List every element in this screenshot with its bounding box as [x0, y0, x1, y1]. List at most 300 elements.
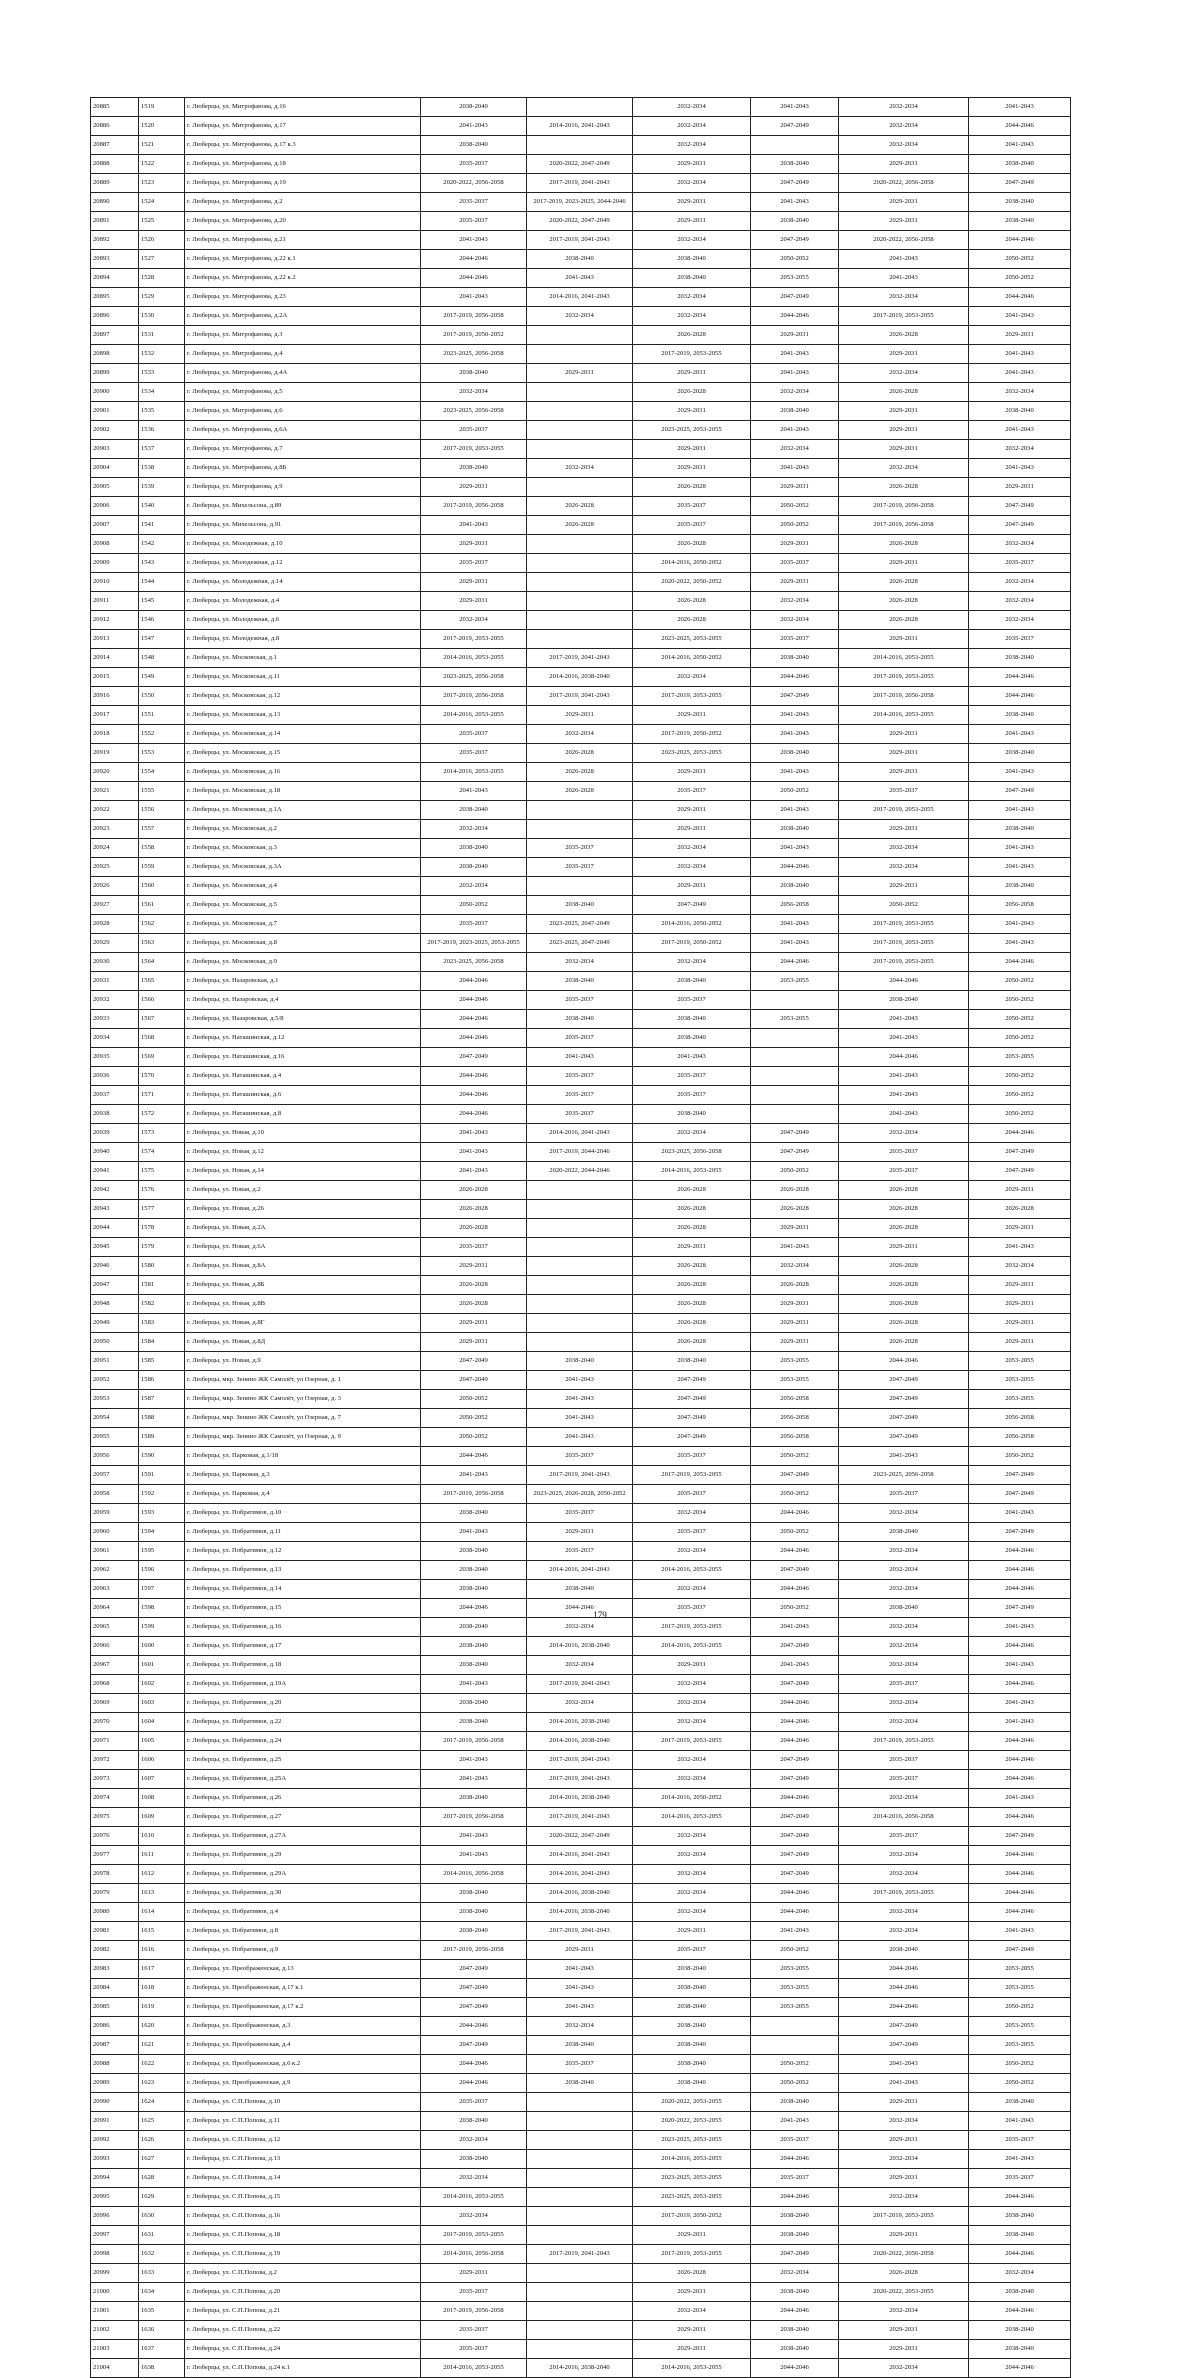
cell-period-e: 2038-2040 — [839, 991, 969, 1010]
cell-period-e: 2032-2034 — [839, 1656, 969, 1675]
cell-period-e: 2029-2031 — [839, 193, 969, 212]
cell-period-c: 2038-2040 — [633, 1010, 751, 1029]
cell-period-a: 2050-2052 — [421, 1409, 527, 1428]
cell-period-e: 2029-2031 — [839, 345, 969, 364]
cell-row-id: 20938 — [91, 1105, 139, 1124]
cell-period-f: 2056-2058 — [969, 1409, 1071, 1428]
cell-address: г. Люберцы, ул. Московская, д.3 — [185, 839, 421, 858]
cell-address: г. Люберцы, ул. Молодежная, д.4 — [185, 592, 421, 611]
cell-period-e: 2029-2031 — [839, 440, 969, 459]
cell-period-c: 2023-2025, 2053-2055 — [633, 421, 751, 440]
table-row — [91, 1029, 1071, 1048]
cell-period-d: 2053-2055 — [751, 269, 839, 288]
cell-row-id: 20945 — [91, 1238, 139, 1257]
cell-row-id: 20911 — [91, 592, 139, 611]
cell-period-e: 2029-2031 — [839, 763, 969, 782]
cell-period-e: 2041-2043 — [839, 2055, 969, 2074]
cell-period-f: 2044-2046 — [969, 231, 1071, 250]
cell-period-d: 2041-2043 — [751, 1618, 839, 1637]
cell-period-f: 2047-2049 — [969, 1941, 1071, 1960]
table-row — [91, 1694, 1071, 1713]
cell-building-id: 1613 — [139, 1884, 185, 1903]
cell-period-d: 2044-2046 — [751, 1903, 839, 1922]
cell-period-e: 2032-2034 — [839, 2112, 969, 2131]
cell-row-id: 21000 — [91, 2283, 139, 2302]
cell-period-c: 2032-2034 — [633, 2302, 751, 2321]
cell-building-id: 1531 — [139, 326, 185, 345]
cell-period-b: 2038-2040 — [527, 896, 633, 915]
cell-period-b — [527, 1295, 633, 1314]
cell-row-id: 20922 — [91, 801, 139, 820]
cell-period-f: 2035-2037 — [969, 630, 1071, 649]
table-row — [91, 307, 1071, 326]
cell-period-e: 2017-2019, 2056-2058 — [839, 497, 969, 516]
table-row — [91, 991, 1071, 1010]
cell-period-a: 2023-2025, 2056-2058 — [421, 953, 527, 972]
table-row — [91, 1314, 1071, 1333]
cell-building-id: 1621 — [139, 2036, 185, 2055]
cell-row-id: 20940 — [91, 1143, 139, 1162]
cell-row-id: 20998 — [91, 2245, 139, 2264]
cell-address: г. Люберцы, ул. Митрофанова, д.6А — [185, 421, 421, 440]
cell-period-f: 2041-2043 — [969, 421, 1071, 440]
cell-building-id: 1605 — [139, 1732, 185, 1751]
cell-building-id: 1576 — [139, 1181, 185, 1200]
cell-period-f: 2044-2046 — [969, 953, 1071, 972]
cell-period-b — [527, 345, 633, 364]
cell-period-d: 2029-2031 — [751, 573, 839, 592]
cell-period-f: 2041-2043 — [969, 858, 1071, 877]
cell-period-b: 2032-2034 — [527, 1618, 633, 1637]
cell-period-d: 2041-2043 — [751, 915, 839, 934]
cell-row-id: 20941 — [91, 1162, 139, 1181]
cell-period-d: 2038-2040 — [751, 2340, 839, 2359]
cell-period-a: 2017-2019, 2056-2058 — [421, 1485, 527, 1504]
cell-building-id: 1611 — [139, 1846, 185, 1865]
cell-period-c: 2032-2034 — [633, 1751, 751, 1770]
cell-period-b: 2038-2040 — [527, 1010, 633, 1029]
cell-period-b — [527, 1181, 633, 1200]
cell-address: г. Люберцы, ул. Митрофанова, д.4 — [185, 345, 421, 364]
cell-row-id: 20914 — [91, 649, 139, 668]
cell-period-c: 2032-2034 — [633, 174, 751, 193]
cell-row-id: 20896 — [91, 307, 139, 326]
cell-address: г. Люберцы, ул. Митрофанова, д.9 — [185, 478, 421, 497]
cell-period-f: 2041-2043 — [969, 1694, 1071, 1713]
cell-period-a: 2017-2019, 2056-2058 — [421, 307, 527, 326]
table-row — [91, 2074, 1071, 2093]
cell-row-id: 20984 — [91, 1979, 139, 1998]
table-row — [91, 345, 1071, 364]
cell-period-c: 2020-2022, 2053-2055 — [633, 2112, 751, 2131]
table-row — [91, 535, 1071, 554]
cell-building-id: 1630 — [139, 2207, 185, 2226]
cell-period-e: 2038-2040 — [839, 1941, 969, 1960]
cell-period-d — [751, 2036, 839, 2055]
table-row — [91, 1922, 1071, 1941]
cell-address: г. Люберцы, ул. С.П.Попова, д.19 — [185, 2245, 421, 2264]
table-row — [91, 1352, 1071, 1371]
cell-address: г. Люберцы, ул. Митрофанова, д.7 — [185, 440, 421, 459]
cell-period-b — [527, 2207, 633, 2226]
cell-period-f: 2038-2040 — [969, 212, 1071, 231]
cell-row-id: 20916 — [91, 687, 139, 706]
cell-period-e: 2026-2028 — [839, 478, 969, 497]
cell-period-d: 2038-2040 — [751, 402, 839, 421]
cell-period-d: 2038-2040 — [751, 155, 839, 174]
cell-period-f: 2050-2052 — [969, 2074, 1071, 2093]
cell-period-d: 2026-2028 — [751, 1276, 839, 1295]
cell-period-c: 2032-2034 — [633, 1770, 751, 1789]
cell-row-id: 20910 — [91, 573, 139, 592]
cell-row-id: 20963 — [91, 1580, 139, 1599]
cell-address: г. Люберцы, ул. Побратимов, д.27А — [185, 1827, 421, 1846]
cell-period-c: 2038-2040 — [633, 1960, 751, 1979]
cell-period-c: 2023-2025, 2053-2055 — [633, 2188, 751, 2207]
cell-period-c: 2038-2040 — [633, 2036, 751, 2055]
cell-row-id: 20895 — [91, 288, 139, 307]
cell-period-d: 2041-2043 — [751, 345, 839, 364]
cell-period-e: 2029-2031 — [839, 421, 969, 440]
cell-row-id: 20985 — [91, 1998, 139, 2017]
cell-period-d: 2038-2040 — [751, 820, 839, 839]
cell-building-id: 1633 — [139, 2264, 185, 2283]
cell-period-a: 2023-2025, 2056-2058 — [421, 402, 527, 421]
cell-building-id: 1587 — [139, 1390, 185, 1409]
table-row — [91, 1124, 1071, 1143]
cell-period-e: 2038-2040 — [839, 1523, 969, 1542]
cell-period-f: 2050-2052 — [969, 1086, 1071, 1105]
cell-period-d: 2050-2052 — [751, 782, 839, 801]
cell-address: г. Люберцы, ул. Парковая, д.3 — [185, 1466, 421, 1485]
cell-period-e: 2029-2031 — [839, 554, 969, 573]
cell-period-f: 2044-2046 — [969, 2188, 1071, 2207]
cell-period-d: 2041-2043 — [751, 1238, 839, 1257]
cell-period-c: 2029-2031 — [633, 877, 751, 896]
table-row — [91, 2150, 1071, 2169]
cell-period-c: 2032-2034 — [633, 1903, 751, 1922]
cell-address: г. Люберцы, ул. С.П.Попова, д.14 — [185, 2169, 421, 2188]
cell-building-id: 1615 — [139, 1922, 185, 1941]
cell-address: г. Люберцы, ул. Московская, д.8 — [185, 934, 421, 953]
cell-row-id: 20936 — [91, 1067, 139, 1086]
cell-address: г. Люберцы, ул. Побратимов, д.16 — [185, 1618, 421, 1637]
cell-period-f: 2026-2028 — [969, 1200, 1071, 1219]
cell-building-id: 1558 — [139, 839, 185, 858]
cell-period-c: 2023-2025, 2053-2055 — [633, 2131, 751, 2150]
cell-row-id: 20924 — [91, 839, 139, 858]
cell-period-a: 2041-2043 — [421, 1162, 527, 1181]
cell-period-d: 2041-2043 — [751, 364, 839, 383]
cell-period-a: 2041-2043 — [421, 1143, 527, 1162]
cell-period-d: 2044-2046 — [751, 1732, 839, 1751]
cell-period-b: 2035-2037 — [527, 991, 633, 1010]
cell-period-a: 2014-2016, 2053-2055 — [421, 649, 527, 668]
cell-period-c: 2047-2049 — [633, 1390, 751, 1409]
cell-period-f: 2038-2040 — [969, 2207, 1071, 2226]
cell-period-b: 2017-2019, 2041-2043 — [527, 1808, 633, 1827]
cell-period-d: 2047-2049 — [751, 288, 839, 307]
cell-period-a: 2041-2043 — [421, 1751, 527, 1770]
cell-period-a: 2050-2052 — [421, 1428, 527, 1447]
cell-period-a: 2047-2049 — [421, 2036, 527, 2055]
cell-period-f: 2029-2031 — [969, 1181, 1071, 1200]
cell-period-e: 2029-2031 — [839, 212, 969, 231]
cell-period-f: 2041-2043 — [969, 1713, 1071, 1732]
cell-period-f: 2044-2046 — [969, 1124, 1071, 1143]
table-row — [91, 193, 1071, 212]
cell-building-id: 1535 — [139, 402, 185, 421]
cell-period-b — [527, 1238, 633, 1257]
cell-building-id: 1614 — [139, 1903, 185, 1922]
cell-period-f: 2041-2043 — [969, 1238, 1071, 1257]
cell-period-e: 2029-2031 — [839, 744, 969, 763]
cell-period-c: 2029-2031 — [633, 459, 751, 478]
cell-period-f: 2038-2040 — [969, 706, 1071, 725]
cell-period-a: 2020-2022, 2056-2058 — [421, 174, 527, 193]
cell-period-b — [527, 2226, 633, 2245]
cell-period-d: 2026-2028 — [751, 1200, 839, 1219]
cell-building-id: 1547 — [139, 630, 185, 649]
cell-address: г. Люберцы, ул. С.П.Попова, д.21 — [185, 2302, 421, 2321]
cell-period-b: 2014-2016, 2041-2043 — [527, 117, 633, 136]
cell-period-b — [527, 2302, 633, 2321]
cell-period-c: 2014-2016, 2050-2052 — [633, 649, 751, 668]
cell-period-f: 2044-2046 — [969, 2245, 1071, 2264]
cell-period-e: 2026-2028 — [839, 1219, 969, 1238]
cell-row-id: 20905 — [91, 478, 139, 497]
table-row — [91, 1960, 1071, 1979]
cell-building-id: 1559 — [139, 858, 185, 877]
cell-row-id: 20906 — [91, 497, 139, 516]
cell-address: г. Люберцы, ул. Московская, д.18 — [185, 782, 421, 801]
cell-period-b — [527, 630, 633, 649]
cell-row-id: 20909 — [91, 554, 139, 573]
cell-period-c: 2020-2022, 2050-2052 — [633, 573, 751, 592]
cell-row-id: 21002 — [91, 2321, 139, 2340]
cell-period-b: 2017-2019, 2041-2043 — [527, 687, 633, 706]
cell-period-e: 2029-2031 — [839, 2169, 969, 2188]
cell-row-id: 20955 — [91, 1428, 139, 1447]
cell-period-b: 2026-2028 — [527, 782, 633, 801]
table-row — [91, 953, 1071, 972]
cell-period-e: 2032-2034 — [839, 1637, 969, 1656]
table-row — [91, 1428, 1071, 1447]
cell-address: г. Люберцы, ул. Преображенская, д.17 к.1 — [185, 1979, 421, 1998]
cell-row-id: 20971 — [91, 1732, 139, 1751]
cell-period-e: 2020-2022, 2056-2058 — [839, 174, 969, 193]
cell-period-f: 2044-2046 — [969, 668, 1071, 687]
cell-period-b — [527, 326, 633, 345]
cell-period-c: 2029-2031 — [633, 440, 751, 459]
cell-row-id: 20980 — [91, 1903, 139, 1922]
cell-period-d: 2044-2046 — [751, 1504, 839, 1523]
cell-period-b: 2014-2016, 2041-2043 — [527, 288, 633, 307]
cell-building-id: 1607 — [139, 1770, 185, 1789]
cell-period-e: 2032-2034 — [839, 1504, 969, 1523]
cell-period-e: 2035-2037 — [839, 1162, 969, 1181]
cell-period-b — [527, 98, 633, 117]
cell-building-id: 1618 — [139, 1979, 185, 1998]
cell-address: г. Люберцы, ул. Побратимов, д.12 — [185, 1542, 421, 1561]
cell-building-id: 1567 — [139, 1010, 185, 1029]
cell-period-a: 2035-2037 — [421, 915, 527, 934]
cell-period-b: 2041-2043 — [527, 1998, 633, 2017]
cell-address: г. Люберцы, ул. Парковая, д.4 — [185, 1485, 421, 1504]
cell-period-e: 2014-2016, 2056-2058 — [839, 1808, 969, 1827]
cell-address: г. Люберцы, ул. Митрофанова, д.17 — [185, 117, 421, 136]
cell-period-e: 2035-2037 — [839, 1485, 969, 1504]
table-row — [91, 1732, 1071, 1751]
cell-period-a: 2026-2028 — [421, 1219, 527, 1238]
cell-period-f: 2029-2031 — [969, 1333, 1071, 1352]
cell-period-f: 2047-2049 — [969, 782, 1071, 801]
cell-period-f: 2041-2043 — [969, 345, 1071, 364]
cell-period-d — [751, 1029, 839, 1048]
cell-address: г. Люберцы, мкр. Зенино ЖК Самолёт, ул Озерная, д. 3 — [185, 1390, 421, 1409]
cell-address: г. Люберцы, мкр. Зенино ЖК Самолёт, ул Озерная, д. 9 — [185, 1428, 421, 1447]
cell-period-b: 2032-2034 — [527, 307, 633, 326]
cell-row-id: 20993 — [91, 2150, 139, 2169]
cell-period-c: 2032-2034 — [633, 1827, 751, 1846]
cell-period-c: 2032-2034 — [633, 288, 751, 307]
cell-address: г. Люберцы, ул. Митрофанова, д.18 — [185, 155, 421, 174]
cell-period-d: 2047-2049 — [751, 1466, 839, 1485]
cell-period-e: 2029-2031 — [839, 155, 969, 174]
cell-period-f: 2044-2046 — [969, 1808, 1071, 1827]
cell-period-b — [527, 421, 633, 440]
table-row — [91, 1751, 1071, 1770]
cell-period-a: 2038-2040 — [421, 364, 527, 383]
cell-building-id: 1536 — [139, 421, 185, 440]
cell-period-f: 2038-2040 — [969, 193, 1071, 212]
cell-period-f: 2050-2052 — [969, 1998, 1071, 2017]
cell-building-id: 1620 — [139, 2017, 185, 2036]
cell-period-f: 2041-2043 — [969, 459, 1071, 478]
cell-period-e: 2047-2049 — [839, 1390, 969, 1409]
cell-building-id: 1622 — [139, 2055, 185, 2074]
cell-period-d: 2035-2037 — [751, 2131, 839, 2150]
cell-period-b — [527, 2093, 633, 2112]
cell-row-id: 20908 — [91, 535, 139, 554]
cell-address: г. Люберцы, ул. Назаровская, д.5/8 — [185, 1010, 421, 1029]
cell-period-e: 2041-2043 — [839, 1010, 969, 1029]
table-row — [91, 1105, 1071, 1124]
cell-address: г. Люберцы, ул. Митрофанова, д.23 — [185, 288, 421, 307]
cell-period-c: 2020-2022, 2053-2055 — [633, 2093, 751, 2112]
cell-period-a: 2041-2043 — [421, 1827, 527, 1846]
cell-address: г. Люберцы, ул. Побратимов, д.4 — [185, 1903, 421, 1922]
cell-period-d: 2041-2043 — [751, 839, 839, 858]
table-row — [91, 383, 1071, 402]
cell-row-id: 20923 — [91, 820, 139, 839]
cell-period-a: 2035-2037 — [421, 2093, 527, 2112]
cell-period-f: 2041-2043 — [969, 725, 1071, 744]
cell-period-c: 2017-2019, 2050-2052 — [633, 2207, 751, 2226]
cell-address: г. Люберцы, ул. Московская, д.12 — [185, 687, 421, 706]
cell-period-d: 2029-2031 — [751, 1333, 839, 1352]
cell-period-b — [527, 611, 633, 630]
cell-period-a: 2026-2028 — [421, 1295, 527, 1314]
cell-period-c: 2032-2034 — [633, 953, 751, 972]
cell-period-f: 2047-2049 — [969, 1162, 1071, 1181]
cell-period-a: 2047-2049 — [421, 1998, 527, 2017]
table-row — [91, 554, 1071, 573]
cell-row-id: 20903 — [91, 440, 139, 459]
cell-period-f: 2038-2040 — [969, 2093, 1071, 2112]
cell-period-e: 2026-2028 — [839, 611, 969, 630]
cell-period-a: 2014-2016, 2053-2055 — [421, 2359, 527, 2378]
cell-row-id: 20898 — [91, 345, 139, 364]
cell-building-id: 1574 — [139, 1143, 185, 1162]
cell-address: г. Люберцы, ул. С.П.Попова, д.18 — [185, 2226, 421, 2245]
table-row — [91, 1447, 1071, 1466]
cell-row-id: 20939 — [91, 1124, 139, 1143]
cell-building-id: 1525 — [139, 212, 185, 231]
cell-period-e: 2041-2043 — [839, 1067, 969, 1086]
cell-period-c: 2017-2019, 2050-2052 — [633, 725, 751, 744]
cell-period-c: 2038-2040 — [633, 1979, 751, 1998]
table-row — [91, 2340, 1071, 2359]
cell-row-id: 20931 — [91, 972, 139, 991]
cell-row-id: 20930 — [91, 953, 139, 972]
table-row — [91, 1485, 1071, 1504]
cell-address: г. Люберцы, мкр. Зенино ЖК Самолёт, ул Озерная, д. 1 — [185, 1371, 421, 1390]
cell-period-d: 2029-2031 — [751, 1219, 839, 1238]
cell-row-id: 20959 — [91, 1504, 139, 1523]
cell-period-d: 2029-2031 — [751, 535, 839, 554]
cell-building-id: 1590 — [139, 1447, 185, 1466]
cell-period-c: 2035-2037 — [633, 1485, 751, 1504]
cell-period-b: 2017-2019, 2041-2043 — [527, 1751, 633, 1770]
cell-row-id: 20987 — [91, 2036, 139, 2055]
cell-period-d — [751, 1067, 839, 1086]
cell-period-f: 2044-2046 — [969, 117, 1071, 136]
cell-period-e: 2047-2049 — [839, 2017, 969, 2036]
cell-period-c: 2032-2034 — [633, 1580, 751, 1599]
cell-period-c: 2026-2028 — [633, 1219, 751, 1238]
cell-address: г. Люберцы, ул. С.П.Попова, д.24 к.1 — [185, 2359, 421, 2378]
cell-period-e: 2044-2046 — [839, 1979, 969, 1998]
cell-building-id: 1528 — [139, 269, 185, 288]
cell-address: г. Люберцы, мкр. Зенино ЖК Самолёт, ул Озерная, д. 7 — [185, 1409, 421, 1428]
cell-building-id: 1563 — [139, 934, 185, 953]
cell-period-a: 2041-2043 — [421, 1846, 527, 1865]
cell-period-f: 2029-2031 — [969, 326, 1071, 345]
cell-period-e: 2017-2019, 2053-2055 — [839, 1884, 969, 1903]
cell-address: г. Люберцы, ул. Побратимов, д.8 — [185, 1922, 421, 1941]
cell-period-e: 2035-2037 — [839, 1770, 969, 1789]
cell-period-c: 2038-2040 — [633, 1029, 751, 1048]
cell-period-a: 2041-2043 — [421, 1124, 527, 1143]
cell-period-d: 2032-2034 — [751, 611, 839, 630]
cell-period-f: 2050-2052 — [969, 250, 1071, 269]
cell-period-f: 2044-2046 — [969, 1542, 1071, 1561]
cell-building-id: 1555 — [139, 782, 185, 801]
table-row — [91, 2245, 1071, 2264]
cell-period-a: 2038-2040 — [421, 98, 527, 117]
cell-period-b: 2032-2034 — [527, 2017, 633, 2036]
table-row — [91, 155, 1071, 174]
cell-period-a: 2035-2037 — [421, 421, 527, 440]
cell-period-d: 2041-2043 — [751, 2112, 839, 2131]
cell-period-a: 2038-2040 — [421, 858, 527, 877]
cell-period-f: 2029-2031 — [969, 1295, 1071, 1314]
cell-period-e: 2035-2037 — [839, 1827, 969, 1846]
cell-building-id: 1523 — [139, 174, 185, 193]
cell-building-id: 1585 — [139, 1352, 185, 1371]
cell-period-a: 2038-2040 — [421, 2150, 527, 2169]
